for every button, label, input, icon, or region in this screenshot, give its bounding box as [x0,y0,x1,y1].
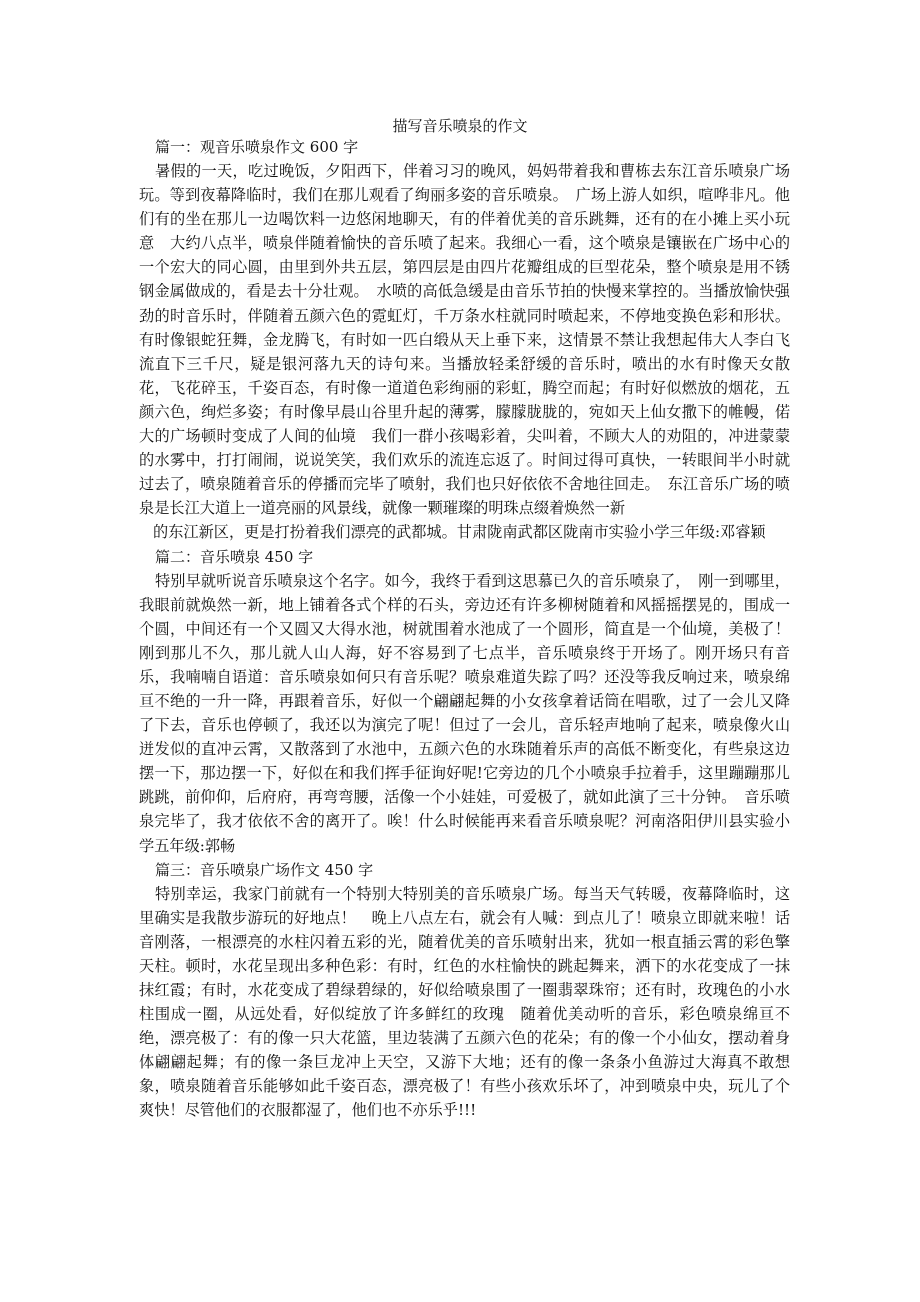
section-1 [139,135,790,545]
section-paragraph: 暑假的一天，吃过晚饭，夕阳西下，伴着习习的晚风，妈妈带着我和曹栋去东江音乐喷泉广场玩。等到夜幕降临时，我们在那儿观看了绚丽多姿的音乐喷泉。 广场上游人如织，喧哗非凡。他们有的坐在那儿一边喝饮料一边悠闲地聊天，有的伴着优美的音乐跳舞，还有的在小摊上买小玩意 大约八点半，喷泉伴随着愉快的音乐喷了起来。我细心一看，这个喷泉是镶嵌在广场中心的一个宏大的同心圆，由里到外共五层，第四层是由四片花瓣组成的巨型花朵，整个喷泉是用不锈钢金属做成的，看是去十分壮观。 水喷的高低急缓是由音乐节拍的快慢来掌控的。当播放愉快强劲的时音乐时，伴随着五颜六色的霓虹灯，千万条水柱就同时喷起来，不停地变换色彩和形状。有时像银蛇狂舞，金龙腾飞，有时如一匹白缎从天上垂下来，这情景不禁让我想起伟大人李白飞流直下三千尺，疑是银河落九天的诗句来。当播放轻柔舒缓的音乐时，喷出的水有时像天女散花，飞花碎玉，千姿百态，有时像一道道色彩绚丽的彩虹，腾空而起；有时好似燃放的烟花，五颜六色，绚烂多姿；有时像早晨山谷里升起的薄雾，朦朦胧胧的，宛如天上仙女撒下的帷幔，偌大的广场顿时变成了人间的仙境 我们一群小孩喝彩着，尖叫着，不顾大人的劝阻的，冲进蒙蒙的水雾中，打打闹闹，说说笑笑，我们欢乐的流连忘返了。时间过得可真快，一转眼间半小时就过去了，喷泉随着音乐的停播而完毕了喷射，我们也只好依依不舍地往回走。 东江音乐广场的喷泉是长江大道上一道亮丽的风景线，就像一颗璀璨的明珠点缀着焕然一新 [139,162,790,518]
section-heading: 篇二：音乐喷泉 450 字 [155,547,314,566]
section-heading: 篇一：观音乐喷泉作文 600 字 [155,138,359,156]
section-paragraph: 特别早就听说音乐喷泉这个名字。如今，我终于看到这思慕已久的音乐喷泉了， 刚一到哪里，我眼前就焕然一新，地上铺着各式个样的石头，旁边还有许多柳树随着和风摇摇摆晃的，围成一个圆，中间还有一个又圆又大得水池，树就围着水池成了一个圆形，简直是一个仙境，美极了！ 刚到那儿不久，那儿就人山人海，好不容易到了七点半，音乐喷泉终于开场了。刚开场只有音乐，我喃喃自语道：音乐喷泉如何只有音乐呢？喷泉难道失踪了吗？还没等我反响过来，喷泉绵亘不绝的一升一降，再跟着音乐，好似一个翩翩起舞的小女孩拿着话筒在唱歌，过了一会儿又降了下去，音乐也停顿了，我还以为演完了呢！但过了一会儿，音乐轻声地响了起来，喷泉像火山迸发似的直冲云霄，又散落到了水池中，五颜六色的水珠随着乐声的高低不断变化，有些泉这边摆一下，那边摆一下，好似在和我们挥手征询好呢!它旁边的几个小喷泉手拉着手，这里蹦蹦那儿跳跳，前仰仰，后府府，再弯弯腰，活像一个小娃娃，可爱极了，就如此演了三十分钟。 音乐喷泉完毕了，我才依依不舍的离开了。唉！什么时候能再来看音乐喷泉呢？河南洛阳伊川县实验小学五年级:郭畅 [139,571,806,855]
document-body [139,135,806,1123]
section-3 [139,858,790,1123]
section-paragraph: 特别幸运，我家门前就有一个特别大特别美的音乐喷泉广场。每当天气转暖，夜幕降临时，这里确实是我散步游玩的好地点！ 晚上八点左右，就会有人喊：到点儿了！喷泉立即就来啦！话音刚落，一根漂亮的水柱闪着五彩的光，随着优美的音乐喷射出来，犹如一根直插云霄的彩色擎天柱。顿时，水花呈现出多种色彩：有时，红色的水柱愉快的跳起舞来，洒下的水花变成了一抹抹红霞；有时，水花变成了碧绿碧绿的，好似给喷泉围了一圈翡翠珠帘；还有时，玫瑰色的小水柱围成一圈，从远处看，好似绽放了许多鲜红的玫瑰 随着优美动听的音乐，彩色喷泉绵亘不绝，漂亮极了：有的像一只大花篮，里边装满了五颜六色的花朵；有的像一个小仙女，摆动着身体翩翩起舞；有的像一条巨龙冲上天空，又游下大地；还有的像一条条小鱼游过大海真不敢想象，喷泉随着音乐能够如此千姿百态，漂亮极了！有些小孩欢乐坏了，冲到喷泉中央，玩儿了个爽快！尽管他们的衣服都湿了，他们也不亦乐乎!!! [139,884,790,1120]
section-paragraph: 的东江新区，更是打扮着我们漂亮的武都城。甘肃陇南武都区陇南市实验小学三年级:邓睿颖 [153,523,766,542]
document-title: 描写音乐喷泉的作文 [392,117,528,135]
section-heading: 篇三：音乐喷泉广场作文 450 字 [155,860,374,879]
section-2 [139,545,806,858]
